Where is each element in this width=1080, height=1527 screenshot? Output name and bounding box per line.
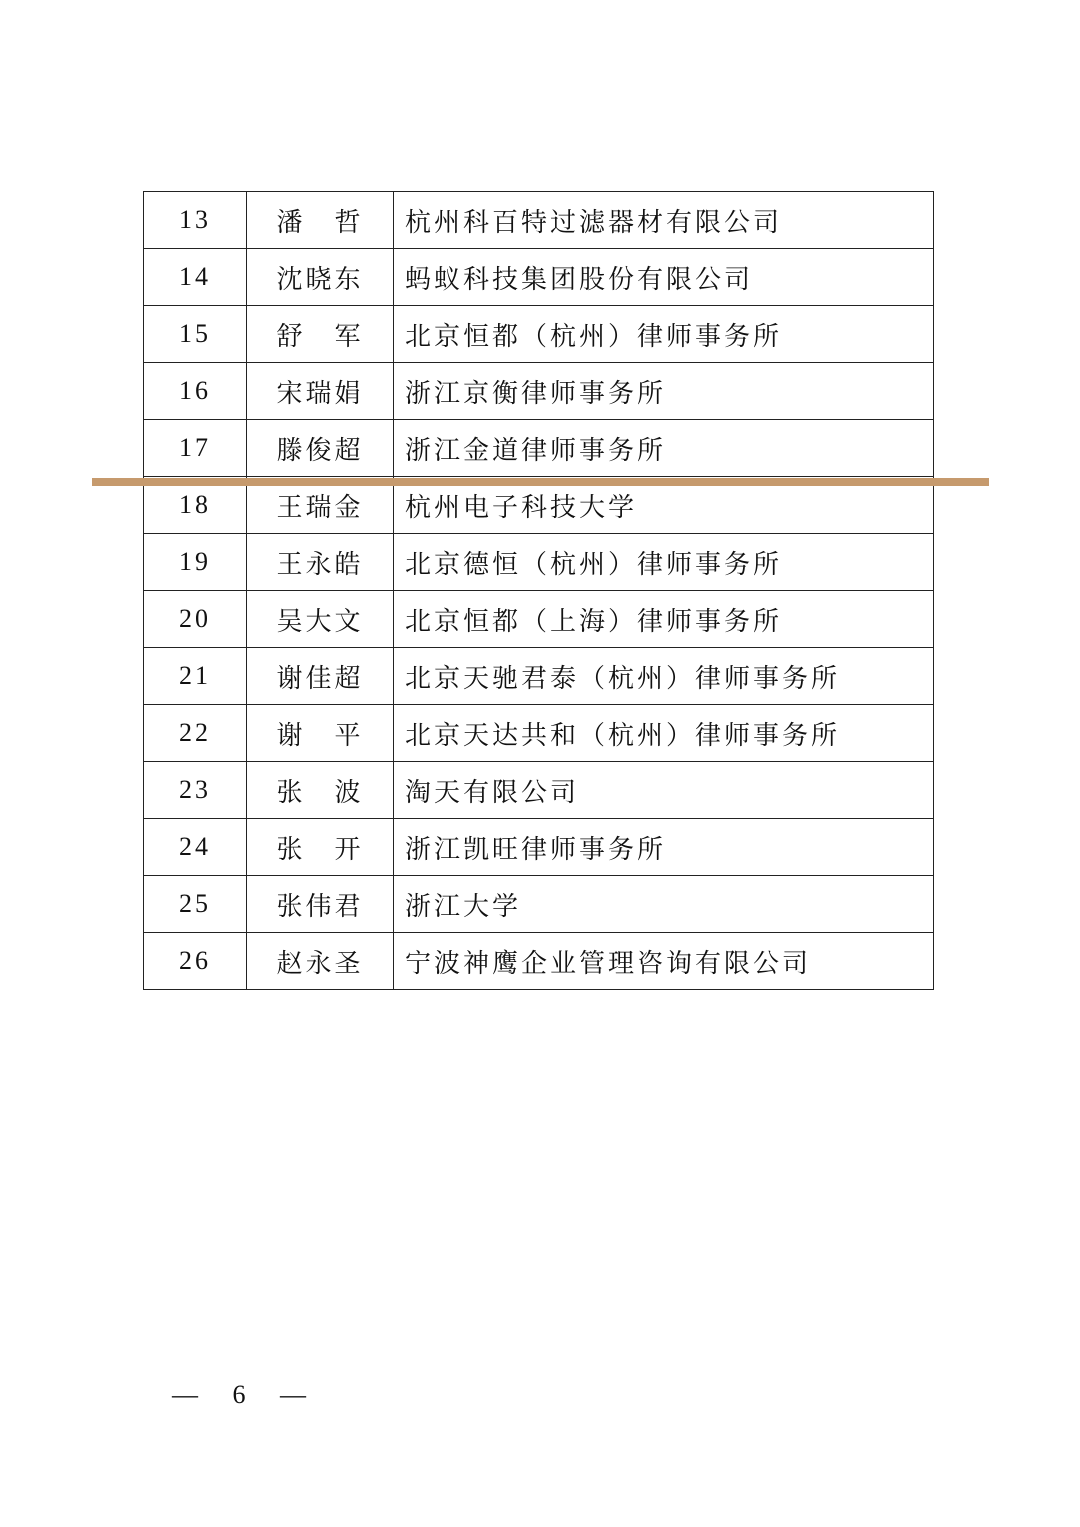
organization-name: 浙江金道律师事务所 — [394, 420, 934, 477]
row-number: 17 — [144, 420, 247, 477]
person-name: 沈晓东 — [247, 249, 394, 306]
table-row — [144, 876, 934, 933]
row-number: 14 — [144, 249, 247, 306]
table-row — [144, 534, 934, 591]
person-name: 王永皓 — [247, 534, 394, 591]
row-number: 23 — [144, 762, 247, 819]
table-row — [144, 819, 934, 876]
table-row — [144, 249, 934, 306]
organization-name: 北京恒都（上海）律师事务所 — [394, 591, 934, 648]
organization-name: 蚂蚁科技集团股份有限公司 — [394, 249, 934, 306]
organization-name: 浙江凯旺律师事务所 — [394, 819, 934, 876]
organization-name: 北京恒都（杭州）律师事务所 — [394, 306, 934, 363]
row-number: 24 — [144, 819, 247, 876]
organization-name: 浙江大学 — [394, 876, 934, 933]
row-number: 15 — [144, 306, 247, 363]
person-name: 滕俊超 — [247, 420, 394, 477]
row-number: 16 — [144, 363, 247, 420]
person-name: 张 开 — [247, 819, 394, 876]
person-name: 宋瑞娟 — [247, 363, 394, 420]
table-row — [144, 420, 934, 477]
row-number: 21 — [144, 648, 247, 705]
row-number: 22 — [144, 705, 247, 762]
person-name: 潘 哲 — [247, 192, 394, 249]
row-number: 26 — [144, 933, 247, 990]
organization-name: 北京德恒（杭州）律师事务所 — [394, 534, 934, 591]
row-number: 13 — [144, 192, 247, 249]
row-number: 19 — [144, 534, 247, 591]
divider-line — [92, 478, 989, 486]
person-name: 舒 军 — [247, 306, 394, 363]
table-row — [144, 933, 934, 990]
table-row — [144, 306, 934, 363]
table-row — [144, 705, 934, 762]
person-name: 赵永圣 — [247, 933, 394, 990]
table-row — [144, 591, 934, 648]
organization-name: 杭州电子科技大学 — [394, 477, 934, 534]
roster-table — [143, 191, 934, 990]
organization-name: 杭州科百特过滤器材有限公司 — [394, 192, 934, 249]
table-row — [144, 762, 934, 819]
row-number: 18 — [144, 477, 247, 534]
person-name: 谢佳超 — [247, 648, 394, 705]
table-row — [144, 192, 934, 249]
organization-name: 北京天达共和（杭州）律师事务所 — [394, 705, 934, 762]
roster-body — [144, 192, 934, 990]
organization-name: 浙江京衡律师事务所 — [394, 363, 934, 420]
person-name: 张伟君 — [247, 876, 394, 933]
person-name: 王瑞金 — [247, 477, 394, 534]
page-number: — 6 — — [172, 1380, 320, 1409]
person-name: 吴大文 — [247, 591, 394, 648]
table-row — [144, 648, 934, 705]
organization-name: 宁波神鹰企业管理咨询有限公司 — [394, 933, 934, 990]
organization-name: 淘天有限公司 — [394, 762, 934, 819]
person-name: 谢 平 — [247, 705, 394, 762]
table-row — [144, 363, 934, 420]
organization-name: 北京天驰君泰（杭州）律师事务所 — [394, 648, 934, 705]
person-name: 张 波 — [247, 762, 394, 819]
row-number: 25 — [144, 876, 247, 933]
row-number: 20 — [144, 591, 247, 648]
